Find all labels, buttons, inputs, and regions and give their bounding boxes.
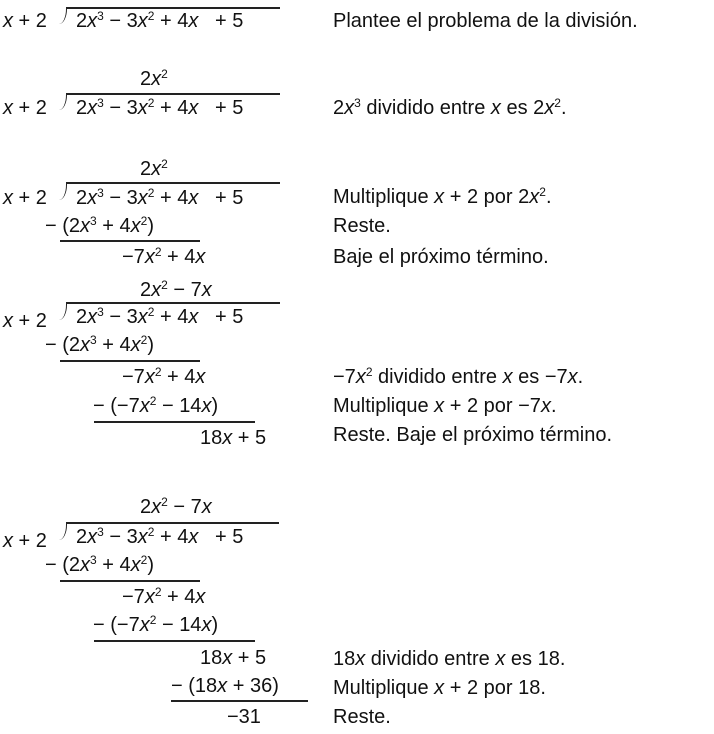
explanation: 18x dividido entre x es 18. (333, 648, 566, 670)
remainder: 18x + 5 (200, 427, 267, 449)
division-bracket (59, 523, 67, 540)
dividend: $2x^3 - 3x^2 + 4x + 5$ (76, 525, 244, 548)
subtraction-line (94, 640, 255, 642)
explanation: Reste. Baje el próximo término. (333, 424, 613, 446)
explanation: Multiplique x + 2 por −7x. (333, 395, 557, 417)
division-overline (66, 302, 280, 304)
explanation: Multiplique x + 2 por $2x^2$. (333, 185, 552, 208)
quotient: $2x^2$ (140, 157, 168, 180)
explanation: Reste. (333, 706, 391, 728)
division-overline (66, 522, 279, 524)
subtraction-line (60, 580, 200, 582)
division-bracket (59, 93, 67, 110)
subtraction-line (60, 240, 200, 242)
dividend: $2x^3 - 3x^2 + 4x + 5$ (76, 186, 244, 209)
division-bracket (59, 183, 67, 200)
divisor: x + 2 (3, 10, 47, 32)
subtraction-term: − $(-7x^2 - 14x)$ (93, 394, 219, 417)
remainder: 18x + 5 (200, 647, 267, 669)
subtraction-line (94, 421, 255, 423)
division-overline (66, 93, 280, 95)
final-remainder: −31 (227, 706, 261, 728)
divisor: x + 2 (3, 187, 47, 209)
divisor: x + 2 (3, 97, 47, 119)
subtraction-term: − $(2x^3 + 4x^2)$ (45, 553, 154, 576)
remainder: $-7x^2 + 4x$ (122, 365, 206, 388)
divisor: x + 2 (3, 310, 47, 332)
quotient: $2x^2 - 7x$ (140, 495, 212, 518)
dividend: $2x^3 - 3x^2 + 4x + 5$ (76, 305, 244, 328)
quotient: $2x^2$ (140, 67, 168, 90)
division-overline (66, 182, 280, 184)
explanation: Baje el próximo término. (333, 246, 549, 268)
explanation: Plantee el problema de la división. (333, 10, 638, 32)
explanation: Multiplique x + 2 por 18. (333, 677, 546, 699)
dividend: $2x^3 - 3x^2 + 4x + 5$ (76, 96, 244, 119)
dividend: $2x^3 - 3x^2 + 4x + 5$ (76, 9, 244, 32)
subtraction-line (60, 360, 200, 362)
remainder: $-7x^2 + 4x$ (122, 585, 206, 608)
subtraction-term: − $(2x^3 + 4x^2)$ (45, 214, 154, 237)
explanation: Reste. (333, 215, 391, 237)
explanation: $2x^3$ dividido entre x es $2x^2$. (333, 96, 567, 119)
explanation: $-7x^2$ dividido entre x es −7x. (333, 365, 584, 388)
division-bracket (59, 7, 67, 24)
remainder: $-7x^2 + 4x$ (122, 245, 206, 268)
quotient: $2x^2 - 7x$ (140, 278, 212, 301)
subtraction-line (171, 700, 308, 702)
division-bracket (59, 303, 67, 320)
subtraction-term: − $(-7x^2 - 14x)$ (93, 613, 219, 636)
subtraction-term: − $(2x^3 + 4x^2)$ (45, 333, 154, 356)
divisor: x + 2 (3, 530, 47, 552)
subtraction-term: − (18x + 36) (171, 675, 279, 697)
